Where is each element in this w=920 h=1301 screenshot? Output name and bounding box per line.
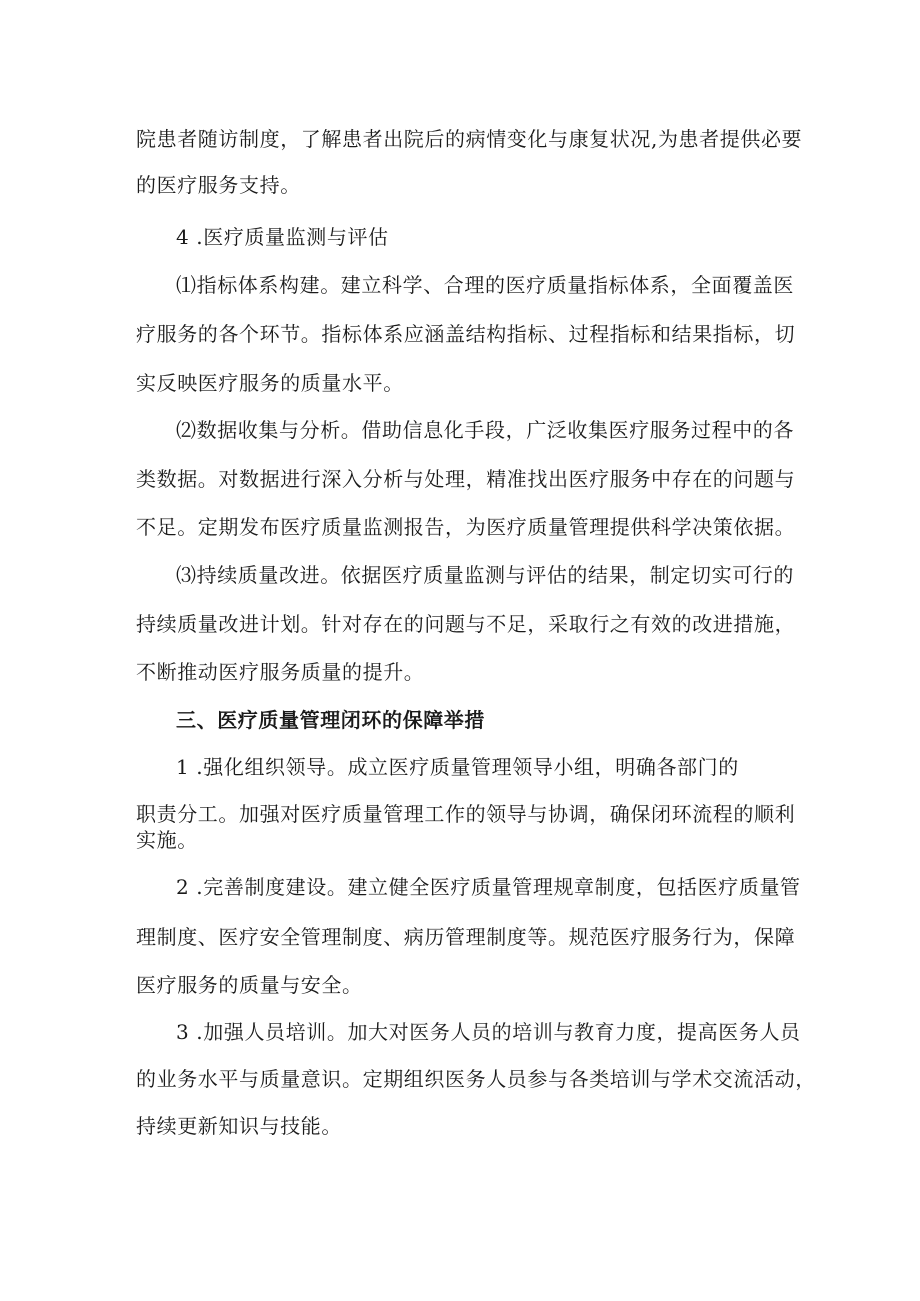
paragraph-line: 持续更新知识与技能。	[136, 1114, 342, 1138]
paragraph-line: 理制度、医疗安全管理制度、病历管理制度等。规范医疗服务行为，保障	[136, 925, 796, 949]
paragraph-line: 实反映医疗服务的质量水平。	[136, 371, 404, 395]
text-line-continuation: 院患者随访制度，了解患者出院后的病情变化与康复状况,为患者提供必要	[136, 127, 803, 151]
section-heading-3: 三、医疗质量管理闭环的保障举措	[176, 708, 485, 732]
section-heading-4: 4 .医疗质量监测与评估	[176, 225, 389, 249]
paragraph-line: ⑵数据收集与分析。借助信息化手段，广泛收集医疗服务过程中的各	[176, 418, 794, 442]
paragraph-line: 1 .强化组织领导。成立医疗质量管理领导小组，明确各部门的	[176, 755, 739, 779]
paragraph-line: 持续质量改进计划。针对存在的问题与不足，采取行之有效的改进措施，	[136, 612, 796, 636]
paragraph-line: 不足。定期发布医疗质量监测报告，为医疗质量管理提供科学决策依据。	[136, 515, 796, 539]
paragraph-line: 疗服务的各个环节。指标体系应涵盖结构指标、过程指标和结果指标，切	[136, 322, 796, 346]
paragraph-line: 类数据。对数据进行深入分析与处理，精准找出医疗服务中存在的问题与	[136, 467, 796, 491]
paragraph-line: 职责分工。加强对医疗质量管理工作的领导与协调，确保闭环流程的顺利	[136, 802, 796, 826]
paragraph-line: 的业务水平与质量意识。定期组织医务人员参与各类培训与学术交流活动，	[136, 1067, 816, 1091]
paragraph-line: 实施。	[136, 828, 198, 852]
paragraph-line: ⑶持续质量改进。依据医疗质量监测与评估的结果，制定切实可行的	[176, 563, 794, 587]
text-line: 的医疗服务支持。	[136, 173, 301, 197]
paragraph-line: 医疗服务的质量与安全。	[136, 973, 363, 997]
paragraph-line: 2 .完善制度建设。建立健全医疗质量管理规章制度，包括医疗质量管	[176, 875, 801, 899]
paragraph-line: 3 .加强人员培训。加大对医务人员的培训与教育力度，提高医务人员	[176, 1020, 801, 1044]
paragraph-line: ⑴指标体系构建。建立科学、合理的医疗质量指标体系，全面覆盖医	[176, 273, 794, 297]
paragraph-line: 不断推动医疗服务质量的提升。	[136, 660, 425, 684]
